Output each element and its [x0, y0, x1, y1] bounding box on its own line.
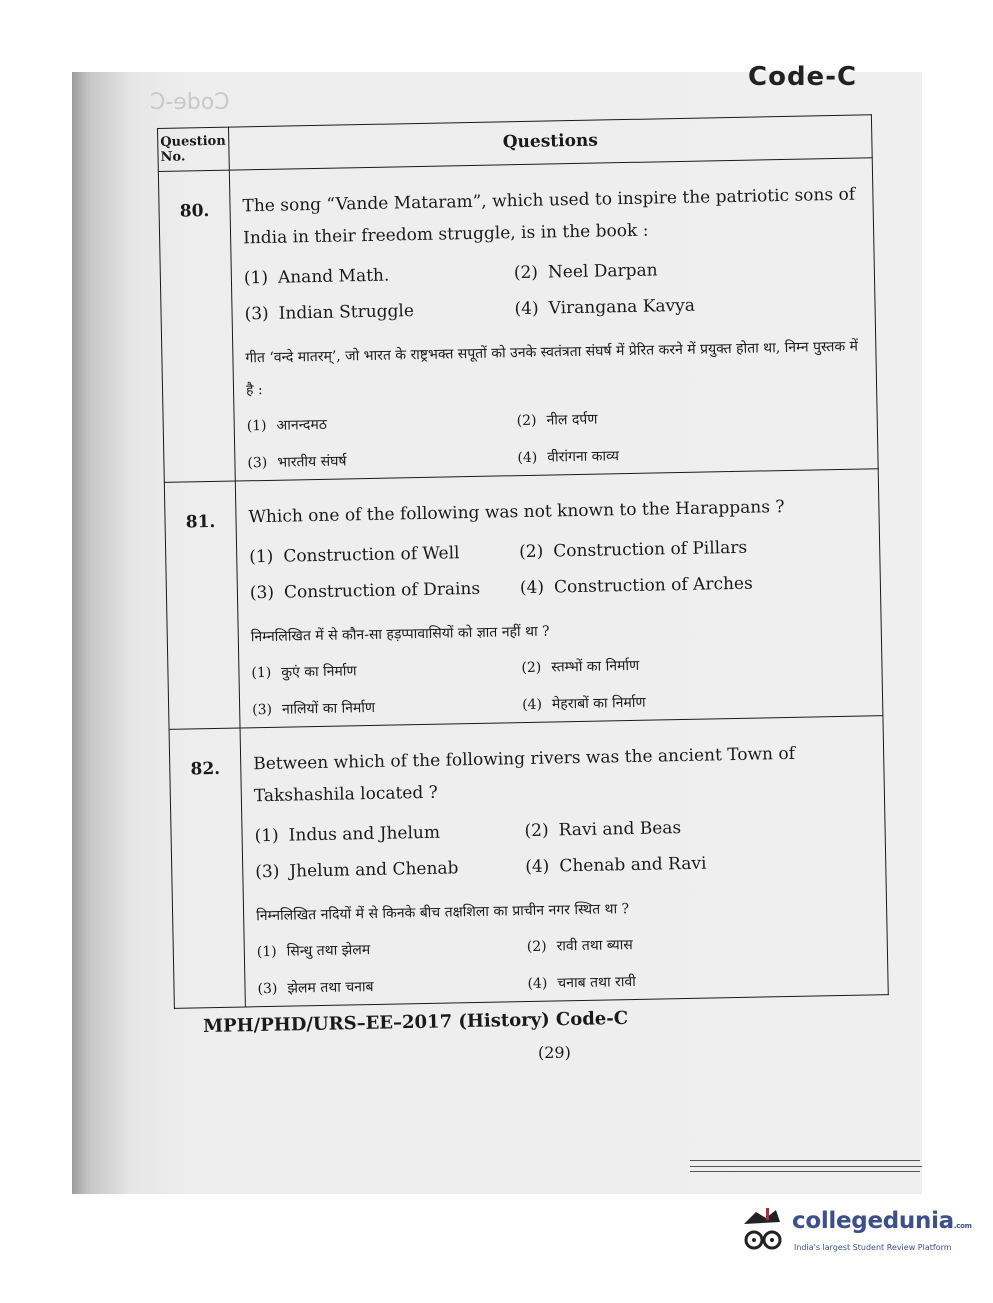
option-text: Construction of Drains — [283, 578, 481, 603]
option-hindi — [517, 404, 865, 430]
option-text: स्तम्भों का निर्माण — [551, 657, 640, 676]
option-number: (1) — [246, 417, 267, 435]
option — [249, 542, 519, 567]
question-text-hindi: निम्नलिखित में से कौन-सा हड़प्पावासियों को ज्ञात नहीं था ? — [250, 623, 550, 646]
option — [514, 292, 862, 319]
option-hindi — [527, 930, 875, 956]
question-number: 80. — [158, 170, 235, 482]
option-hindi — [247, 411, 517, 435]
option-number: (4) — [517, 449, 538, 467]
option-number: (1) — [254, 825, 279, 847]
brand-name — [792, 1208, 972, 1234]
option-number: (1) — [256, 943, 277, 961]
brand-text: collegedunia — [792, 1208, 954, 1234]
question-text: Which one of the following was not known to the Harappans ? — [248, 497, 785, 528]
option — [519, 535, 867, 562]
question-number: 81. — [164, 481, 240, 729]
question-number: 82. — [169, 728, 245, 1008]
question-body — [229, 158, 878, 481]
question-text-hindi: गीत ‘वन्दे मातरम्’, जो भारत के राष्ट्रभक्त सपूतों को उनके स्वतंत्रता संघर्ष में प्रेरित करने में प्रयुक्त होता था, निम्न पुस्तक में है : — [245, 338, 859, 399]
option-text: Chenab and Ravi — [559, 853, 707, 877]
option-text: Construction of Arches — [553, 573, 753, 598]
option-text: Construction of Pillars — [553, 537, 748, 562]
option-text: Ravi and Beas — [558, 818, 682, 841]
page-edge-line — [690, 1160, 920, 1161]
question-text: Between which of the following rivers was the ancient Town of Takshashila located ? — [253, 743, 796, 807]
option-text: आनन्दमठ — [276, 416, 328, 434]
brand-suffix: .com — [953, 1222, 972, 1230]
question-row — [169, 716, 888, 1009]
option — [250, 578, 520, 603]
option — [524, 814, 872, 841]
option-number: (1) — [243, 267, 269, 289]
option-number: (4) — [527, 975, 548, 993]
question-row — [164, 469, 883, 730]
option — [254, 821, 524, 846]
options-english — [244, 256, 863, 324]
option — [520, 571, 868, 598]
option-number: (4) — [525, 856, 550, 878]
option-number: (3) — [247, 454, 268, 472]
option-number: (2) — [516, 412, 537, 430]
option-text: Construction of Well — [283, 543, 460, 567]
question-body — [240, 716, 888, 1007]
option-number: (4) — [521, 696, 543, 714]
question-table — [157, 114, 889, 1009]
options-english — [254, 814, 873, 882]
option-text: Jhelum and Chenab — [289, 858, 459, 882]
question-row — [158, 158, 878, 483]
option-number: (2) — [524, 820, 549, 842]
option-text: रावी तथा ब्यास — [556, 937, 633, 955]
option-hindi — [252, 695, 522, 719]
options-hindi — [251, 651, 870, 719]
option-number: (3) — [257, 980, 278, 998]
brand-tagline: India's largest Student Review Platform — [794, 1243, 952, 1252]
question-text: The song “Vande Mataram”, which used to inspire the patriotic sons of India in their freedom struggle, is in the book : — [242, 184, 856, 249]
option — [525, 850, 873, 877]
bleed-through-text: Code-C — [150, 90, 230, 115]
option-text: भारतीय संघर्ष — [277, 453, 347, 471]
question-sheet — [157, 114, 909, 1008]
option-hindi — [527, 967, 875, 993]
option-number: (3) — [252, 701, 273, 719]
option-number: (3) — [249, 582, 275, 604]
option-text: Neel Darpan — [547, 260, 658, 283]
option-hindi — [251, 658, 521, 682]
option-number: (2) — [521, 659, 542, 677]
option-number: (1) — [249, 546, 274, 568]
option-hindi — [517, 441, 865, 467]
option-number: (2) — [526, 938, 547, 956]
options-hindi — [247, 404, 866, 472]
option — [514, 256, 862, 283]
page-edge-line — [690, 1171, 920, 1172]
question-body — [235, 469, 883, 728]
option-number: (1) — [251, 664, 272, 682]
option-text: Virangana Kavya — [548, 295, 696, 319]
option-text: कुएं का निर्माण — [281, 663, 357, 681]
column-header-question-no: Question No. — [158, 127, 230, 171]
option — [244, 299, 514, 324]
option-number: (3) — [255, 861, 280, 883]
option-number: (4) — [514, 298, 539, 320]
option-text: सिन्धु तथा झेलम — [286, 942, 371, 960]
paper-code: Code-C — [748, 62, 858, 92]
option — [255, 857, 525, 882]
column-header-questions: Questions — [228, 115, 872, 170]
question-text-hindi: निम्नलिखित नदियों में से किनके बीच तक्षशिला का प्राचीन नगर स्थित था ? — [255, 901, 630, 925]
options-english — [249, 535, 868, 603]
option-text: Indus and Jhelum — [288, 822, 441, 846]
option-hindi — [522, 688, 870, 714]
option-text: नालियों का निर्माण — [281, 699, 376, 718]
page-edge-line — [690, 1166, 922, 1167]
option-hindi — [257, 974, 527, 998]
option — [244, 263, 514, 288]
option-text: चनाब तथा रावी — [557, 973, 636, 992]
option-hindi — [247, 448, 517, 472]
option-number: (3) — [244, 303, 269, 325]
mascot-icon — [736, 1206, 788, 1256]
option-hindi — [521, 651, 869, 677]
option-text: नील दर्पण — [546, 411, 598, 429]
collegedunia-logo[interactable] — [736, 1204, 972, 1264]
option-text: झेलम तथा चनाब — [287, 979, 374, 997]
option-text: मेहराबों का निर्माण — [551, 694, 646, 713]
option-number: (2) — [519, 541, 544, 563]
option-text: Anand Math. — [277, 265, 390, 288]
option-text: Indian Struggle — [278, 301, 415, 324]
option-number: (4) — [519, 577, 545, 599]
option-hindi — [257, 937, 527, 961]
page-number: (29) — [538, 1043, 571, 1062]
option-text: वीरांगना काव्य — [547, 448, 620, 466]
exam-footer: MPH/PHD/URS–EE–2017 (History) Code-C — [203, 1007, 629, 1037]
options-hindi — [257, 930, 876, 998]
option-number: (2) — [513, 262, 539, 284]
